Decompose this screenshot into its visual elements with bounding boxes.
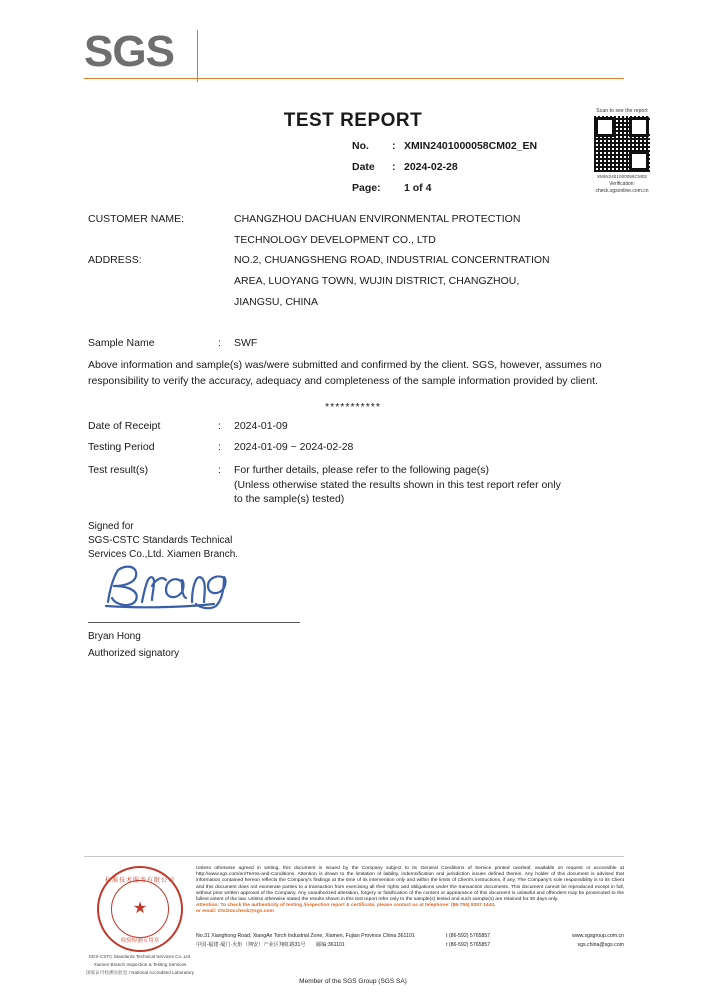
sgs-logo [84, 28, 204, 84]
qr-verify-url: check.sgsonline.com.cn [595, 187, 649, 194]
report-number-row [352, 136, 537, 157]
handwritten-signature [96, 562, 246, 610]
footer-address-cn-row [196, 941, 624, 950]
signed-for-label: Signed for [88, 521, 134, 532]
report-meta [352, 136, 537, 199]
footer-address-block [196, 932, 624, 950]
page-title: TEST REPORT [283, 110, 423, 131]
qr-block [576, 108, 668, 194]
report-date-label: Date [352, 161, 375, 173]
test-results-colon: : [218, 464, 221, 476]
sample-name-label: Sample Name [88, 337, 155, 349]
sgs-logo-text: SGS [84, 27, 174, 76]
date-of-receipt-label: Date of Receipt [88, 420, 161, 432]
footer-address-en: No.31 Xianghong Road, XiangAn Torch Industrial Zone, Xiamen, Fujian Province China 361101 [196, 933, 415, 939]
address-value-line3: JIANGSU, CHINA [234, 296, 319, 308]
sample-name-colon: : [218, 337, 221, 349]
customer-name-label: CUSTOMER NAME: [88, 213, 185, 225]
stamp-caption-line3: 国家认可检测实验室 / National Accredited Laboratory [86, 970, 194, 975]
test-results-value-line1: For further details, please refer to the following page(s) [234, 464, 490, 476]
customer-name-value-line2: TECHNOLOGY DEVELOPMENT CO., LTD [234, 234, 436, 246]
sample-name-value: SWF [234, 337, 258, 349]
signature-rule [88, 622, 300, 623]
colon-2: : [392, 161, 396, 173]
test-results-label: Test result(s) [88, 464, 149, 476]
address-value-line2: AREA, LUOYANG TOWN, WUJIN DISTRICT, CHANGZHOU, [234, 275, 520, 287]
date-of-receipt-value: 2024-01-09 [234, 420, 288, 432]
footer-website[interactable]: www.sgsgroup.com.cn [572, 933, 624, 939]
footer-attention-line1: Attention: To check the authenticity of testing /inspection report & certificate, please contact us at telephone: (86-755) 8307 1443, [196, 903, 496, 909]
signing-company-line1: SGS-CSTC Standards Technical [88, 535, 233, 546]
submission-disclaimer: Above information and sample(s) was/were submitted and confirmed by the client. SGS, however, assumes no responsibility to verify the accuracy, adequacy and completeness of the sample information provided by client. [88, 359, 602, 387]
report-number-label: No. [352, 140, 369, 152]
address-label: ADDRESS: [88, 254, 142, 266]
footer-address-en-row [196, 932, 624, 941]
qr-verify-label: Verification: [609, 181, 635, 187]
logo-vertical-rule [197, 30, 198, 82]
footer-member-text: Member of the SGS Group (SGS SA) [299, 978, 407, 985]
footer-terms-text: Unless otherwise agreed in writing, this document is issued by the Company subject to its General Conditions of Service printed overleaf, available on request or accessible at http://www.sgs.com/en/Terms-and-Conditions. Attention is drawn to the limitation of liability, indemnification and jurisdiction issues defined therein. Any holder of this document is advised that information contained hereon reflects the Company's findings at the time of its intervention only and within the limits of Client's instructions, if any. The Company's sole responsibility is to its Client and this document does not exonerate parties to a transaction from exercising all their rights and obligations under the transaction documents. This document cannot be reproduced except in full, without prior written approval of the Company. Any unauthorized alteration, forgery or falsification of the content or appearance of this document is unlawful and offenders may be prosecuted to the fullest extent of the law. Unless otherwise stated the results shown in this test report refer only to the sample(s) tested and such sample(s) are retained for 30 days only. [196, 866, 624, 903]
footer-terms-block [196, 866, 624, 916]
test-results-value-line2: (Unless otherwise stated the results shown in this test report refer only [234, 479, 561, 491]
footer-attention-line2[interactable]: or email: CN.Doccheck@sgs.com [196, 909, 274, 915]
report-date-value: 2024-02-28 [404, 161, 458, 173]
stamp-caption-line2: Xiamen Branch Inspection & Testing Services [93, 962, 187, 967]
report-number-value: XMIN2401000058CM02_EN [404, 140, 538, 152]
qr-caption: Scan to see the report [596, 108, 648, 114]
qr-code-icon[interactable] [593, 115, 651, 173]
colon-1: : [392, 140, 396, 152]
company-stamp [80, 866, 200, 975]
report-page-label: Page: [352, 182, 381, 194]
report-date-row [352, 157, 537, 178]
stamp-circle-icon [97, 866, 183, 952]
logo-horizontal-rule [84, 78, 624, 79]
date-of-receipt-colon: : [218, 420, 221, 432]
signatory-name: Bryan Hong [88, 631, 141, 642]
test-results-value-line3: to the sample(s) tested) [234, 493, 345, 505]
footer-tel-en: t (86-592) 5765857 [446, 933, 491, 939]
testing-period-value: 2024-01-09 ~ 2024-02-28 [234, 441, 354, 453]
testing-period-label: Testing Period [88, 441, 155, 453]
signatory-role: Authorized signatory [88, 648, 180, 659]
stamp-top-text: 标准技术服务有限公司 [104, 878, 175, 884]
footer-address-cn: 中国·福建·厦门·火炬（翔安）产业区翔虹路31号 [196, 942, 306, 948]
signing-company-line2: Services Co.,Ltd. Xiamen Branch. [88, 549, 239, 560]
customer-name-value-line1: CHANGZHOU DACHUAN ENVIRONMENTAL PROTECTION [234, 213, 521, 225]
footer-email-cn[interactable]: sgs.china@sgs.com [577, 942, 624, 948]
qr-id: XMIN2401000058CM02 [596, 174, 648, 179]
star-icon: ★ [132, 900, 148, 917]
footer-divider [84, 856, 624, 857]
qr-verification [576, 181, 668, 194]
qr-corner-icon [629, 117, 649, 137]
address-value-line1: NO.2, CHUANGSHENG ROAD, INDUSTRIAL CONCERNTRATION [234, 254, 550, 266]
stamp-caption-line1: SGS-CSTC Standards Technical Services Co.,Ltd. [88, 954, 192, 959]
footer-postcode-cn: 邮编:361101 [316, 942, 345, 948]
stamp-bottom-text: 检验检测专用章 [120, 938, 160, 944]
report-page-value: 1 of 4 [404, 182, 432, 194]
separator-stars: *********** [325, 401, 381, 413]
footer-tel-cn: t (86-592) 5765857 [446, 942, 491, 948]
testing-period-colon: : [218, 441, 221, 453]
report-page-row [352, 178, 537, 199]
